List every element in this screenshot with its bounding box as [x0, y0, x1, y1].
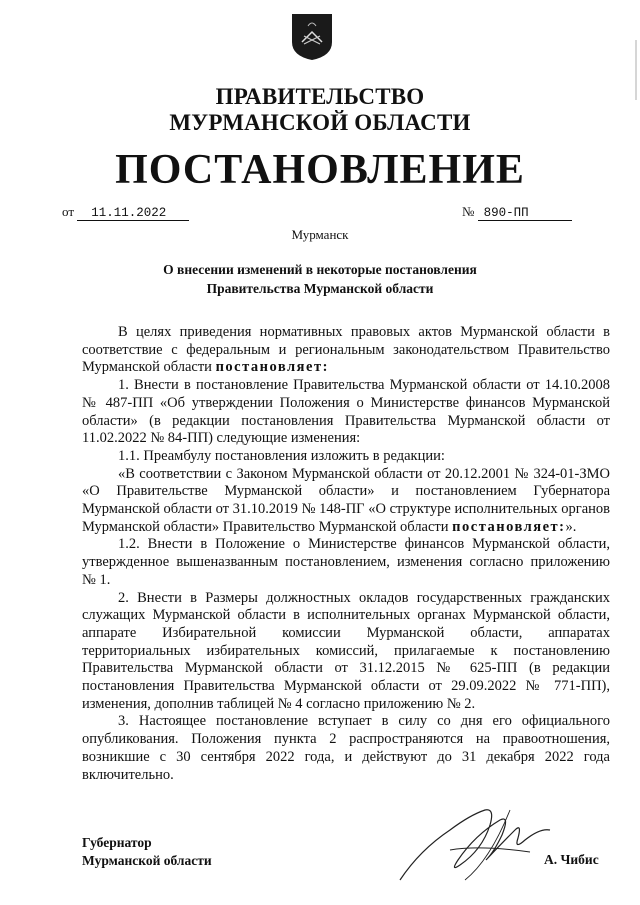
- handwritten-signature: [390, 790, 560, 890]
- signatory-title: [82, 834, 212, 870]
- subject-line1: О внесении изменений в некоторые постановления: [163, 262, 477, 277]
- organization-name-line2: МУРМАНСКОЙ ОБЛАСТИ: [169, 110, 471, 135]
- document-subject: [100, 260, 540, 298]
- signatory-name: А. Чибис: [544, 852, 599, 867]
- quoted-preamble-end: ».: [565, 518, 577, 535]
- subject-line2: Правительства Мурманской области: [206, 281, 434, 296]
- document-type: ПОСТАНОВЛЕНИЕ: [115, 147, 525, 193]
- number-prefix: №: [462, 204, 475, 219]
- document-number-row: [462, 204, 572, 221]
- quoted-preamble-text: «В соответствии с Законом Мурманской области от 20.12.2001 № 324-01-ЗМО «О Правительстве Мурманской области» и постановлением Губернатора Мурманской области от 31.10.2019 № 148-ПГ «О структуре исполнительных органов Мурманской области» Правительство Мурманской области: [82, 465, 610, 535]
- quoted-preamble-resolves: постановляет:: [452, 518, 566, 535]
- document-body: [82, 324, 610, 784]
- document-date: 11.11.2022: [77, 206, 189, 221]
- paragraph-item-1-1: 1.1. Преамбулу постановления изложить в редакции:: [118, 447, 445, 464]
- preamble-text: В целях приведения нормативных правовых актов Мурманской области в соответствие с федеральным и региональным законодательством Правительство Мурманской области: [82, 324, 610, 376]
- paragraph-item-2: 2. Внести в Размеры должностных окладов государственных гражданских служащих Мурманской области в исполнительных органах Мурманской области, аппарате Избирательной комиссии Мурманской области, аппаратах территориальных избирательных комиссий, прилагаемые к постановлению Правительства Мурманской области от 31.12.2015 № 625-ПП (в редакции постановления Правительства Мурманской области от 29.09.2022 № 771-ПП), изменения, дополнив таблицей № 4 согласно приложению № 2.: [82, 589, 610, 712]
- document-date-row: [62, 204, 189, 221]
- paragraph-item-1: 1. Внести в постановление Правительства Мурманской области от 14.10.2008 № 487-ПП «Об утверждении Положения о Министерстве финансов Мурманской области» (в редакции постановления Правительства Мурманской области от 11.02.2022 № 84-ПП) следующие изменения:: [82, 377, 610, 447]
- paragraph-quoted-preamble: [82, 466, 610, 537]
- preamble-resolves: постановляет:: [215, 359, 329, 376]
- city: Мурманск: [291, 227, 349, 242]
- paragraph-preamble: [82, 324, 610, 377]
- organization-name-line1: ПРАВИТЕЛЬСТВО: [215, 84, 425, 109]
- paragraph-item-1-2: 1.2. Внести в Положение о Министерстве финансов Мурманской области, утвержденное вышеназванным постановлением, изменения согласно приложению № 1.: [82, 536, 610, 588]
- signatory-title-line1: Губернатор: [82, 835, 152, 850]
- coat-of-arms-icon: [290, 12, 334, 62]
- signatory-title-line2: Мурманской области: [82, 853, 212, 868]
- document-number: 890-ПП: [478, 206, 572, 221]
- paragraph-item-3: 3. Настоящее постановление вступает в силу со дня его официального опубликования. Положения пункта 2 распространяются на правоотношения, возникшие с 30 сентября 2022 года, и действуют до 31 декабря 2022 года включительно.: [82, 713, 610, 783]
- date-prefix: от: [62, 204, 75, 219]
